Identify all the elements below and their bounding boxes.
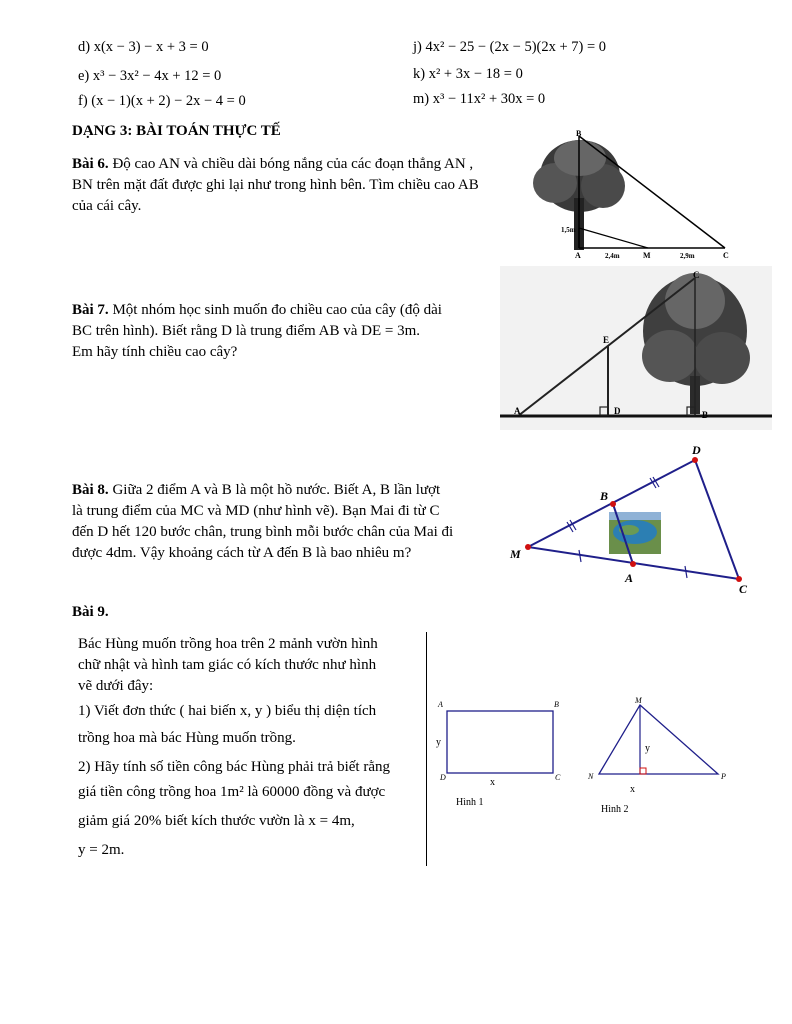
- bai8-label-B: B: [600, 489, 609, 503]
- bai7-label-D: D: [614, 406, 621, 416]
- bai9-line-0: Bác Hùng muốn trồng hoa trên 2 mảnh vườn hình: [78, 636, 378, 652]
- bai6-label-B: B: [576, 129, 582, 138]
- bai6-line2: BN trên mặt đất được ghi lại như trong hình bên. Tìm chiều cao AB: [72, 177, 479, 193]
- equation-d: d) x(x − 3) − x + 3 = 0: [78, 39, 209, 55]
- bai6-label-A: A: [575, 251, 581, 260]
- fig1-caption: Hình 1: [456, 797, 484, 808]
- bai6-label-d1: 2,4m: [605, 252, 620, 260]
- bai6-line3: của cái cây.: [72, 198, 142, 214]
- bai9-divider: [426, 632, 427, 866]
- bai8-figure: [505, 440, 765, 600]
- bai8-line3: đến D hết 120 bước chân, trung bình mỗi bước chân của Mai đi: [72, 524, 454, 540]
- bai7-line2: BC trên hình). Biết rằng D là trung điểm AB và DE = 3m.: [72, 323, 420, 339]
- bai6-label-d2: 2,9m: [680, 252, 695, 260]
- bai9-line-7: giảm giá 20% biết kích thước vườn là x = 4m,: [78, 813, 355, 829]
- equation-k: k) x² + 3x − 18 = 0: [413, 66, 523, 82]
- bai7-label-E: E: [603, 335, 610, 345]
- fig2-label-y: y: [645, 743, 650, 754]
- bai8-text: [72, 480, 497, 564]
- equation-j: j) 4x² − 25 − (2x − 5)(2x + 7) = 0: [413, 39, 607, 55]
- bai7-line3: Em hãy tính chiều cao cây?: [72, 344, 238, 360]
- bai6-text: [72, 154, 532, 217]
- bai9-line-2: vẽ dưới đây:: [78, 678, 154, 694]
- bai9-line-8: y = 2m.: [78, 842, 125, 858]
- equation-f: f) (x − 1)(x + 2) − 2x − 4 = 0: [78, 93, 246, 109]
- bai7-label-B: B: [702, 410, 709, 420]
- bai9-text: [78, 634, 423, 861]
- bai7-text: [72, 300, 492, 363]
- bai8-label-M: M: [510, 547, 521, 561]
- bai9-line-3: 1) Viết đơn thức ( hai biến x, y ) biểu thị diện tích: [78, 703, 377, 719]
- fig1-label-A: A: [438, 700, 443, 709]
- bai8-label: Bài 8.: [72, 482, 109, 498]
- fig1-label-B: B: [554, 700, 559, 709]
- bai8-line1: Giữa 2 điểm A và B là một hồ nước. Biết A, B lần lượt: [108, 482, 441, 498]
- bai7-label: Bài 7.: [72, 302, 109, 318]
- fig1-label-C: C: [555, 773, 561, 782]
- bai7-label-C: C: [693, 270, 700, 280]
- bai8-line2: là trung điểm của MC và MD (như hình vẽ). Bạn Mai đi từ C: [72, 503, 440, 519]
- bai8-line4: được 4dm. Vậy khoảng cách từ A đến B là bao nhiêu m?: [72, 545, 412, 561]
- equation-m: m) x³ − 11x² + 30x = 0: [413, 91, 546, 107]
- fig2-label-N: N: [588, 772, 594, 781]
- bai6-label: Bài 6.: [72, 156, 109, 172]
- bai8-label-D: D: [692, 443, 701, 457]
- bai6-label-M: M: [643, 251, 651, 260]
- bai6-label-h: 1,5m: [561, 226, 576, 234]
- fig1-label-x: x: [490, 777, 495, 788]
- bai6-label-C: C: [723, 251, 729, 260]
- fig2-label-M: M: [635, 696, 642, 705]
- bai9-line-1: chữ nhật và hình tam giác có kích thước như hình: [78, 657, 377, 673]
- bai9-label: Bài 9.: [72, 604, 109, 620]
- fig1-label-y: y: [436, 737, 441, 748]
- bai6-figure: [525, 128, 775, 263]
- fig2-caption: Hình 2: [601, 804, 629, 815]
- fig2-label-x: x: [630, 784, 635, 795]
- equation-e: e) x³ − 3x² − 4x + 12 = 0: [78, 68, 222, 84]
- bai7-line1: Một nhóm học sinh muốn đo chiều cao của cây (độ dài: [108, 302, 442, 318]
- bai9-line-4: trồng hoa mà bác Hùng muốn trồng.: [78, 730, 296, 746]
- bai9-line-6: giá tiền công trồng hoa 1m² là 60000 đồng và được: [78, 784, 386, 800]
- bai9-line-5: 2) Hãy tính số tiền công bác Hùng phải trả biết rằng: [78, 759, 390, 775]
- fig2-label-P: P: [721, 772, 726, 781]
- bai9-figure-2: [585, 695, 735, 820]
- bai6-line1: Độ cao AN và chiều dài bóng nắng của các đoạn thẳng AN ,: [108, 156, 474, 172]
- bai9-figure-1: [432, 695, 572, 810]
- bai7-label-A: A: [514, 406, 521, 416]
- fig1-label-D: D: [440, 773, 446, 782]
- section-heading: DẠNG 3: BÀI TOÁN THỰC TẾ: [72, 123, 281, 139]
- bai7-figure: [500, 266, 772, 430]
- bai8-label-A: A: [625, 571, 634, 585]
- bai8-label-C: C: [739, 582, 748, 596]
